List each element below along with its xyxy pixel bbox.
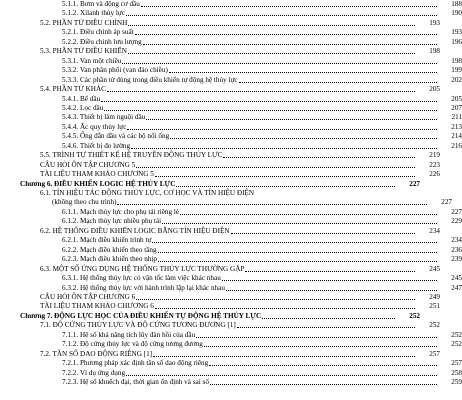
- toc-entry-page: 198: [429, 47, 440, 56]
- toc-entry-page: 236: [451, 245, 462, 254]
- toc-entry-title: 7.1.2. Độ cứng thủy lực và độ cứng tương đương: [62, 340, 203, 349]
- dot-leader: [136, 298, 415, 300]
- toc-entry-title: 5.4.2. Lọc dầu: [62, 103, 104, 112]
- toc-entry-title: 5.2.1. Điều chỉnh áp suất: [62, 28, 134, 37]
- toc-entry-title: TÀI LIỆU THAM KHẢO CHƯƠNG 5: [40, 170, 154, 179]
- dot-leader: [126, 14, 437, 16]
- dot-leader: [122, 62, 437, 64]
- toc-entry-title: 5.5. TRÌNH TỰ THIẾT KẾ HỆ TRUYỀN ĐỘNG THỦY LỰC: [40, 151, 223, 160]
- toc-entry-title: 5.4.4. Ắc quy thủy lực: [62, 122, 127, 131]
- toc-entry-page: 207: [451, 103, 462, 112]
- toc-entry[interactable]: [0, 377, 462, 388]
- toc-entry-page: 188: [451, 0, 462, 8]
- toc-entry-page: 211: [451, 113, 462, 122]
- toc-entry-title: 6.1.1. Mạch thủy lực cho phụ tải riêng lẻ: [62, 207, 180, 216]
- toc-entry-page: 252: [409, 311, 420, 320]
- toc-entry-page: 259: [451, 378, 462, 386]
- dot-leader: [141, 5, 437, 7]
- dot-leader: [117, 203, 427, 205]
- toc-entry-page: 227: [409, 179, 420, 188]
- toc-entry-title: 5.4.3. Thiết bị làm nguội dầu: [62, 113, 146, 122]
- toc-entry-title: 6.2.2. Mạch điều khiển theo tầng: [62, 245, 157, 254]
- toc-entry-page: 251: [429, 302, 440, 311]
- toc-entry-title: 7.2.3. Hệ số khuếch đại, thời gian ổn định và sai số: [62, 378, 209, 386]
- toc-entry-title: 5.2. PHẦN TỬ ĐIỀU CHỈNH: [40, 18, 128, 27]
- toc-entry-title: 6.1. TÍN HIỆU TÁC ĐỘNG THỦY LỰC, CƠ HỌC VÀ TÍN HIỆU ĐIỆN: [40, 189, 255, 197]
- toc-entry-page: 193: [429, 18, 440, 27]
- dot-leader: [196, 336, 437, 338]
- toc-entry-page: 198: [451, 56, 462, 65]
- toc-entry-title: 6.2. HỆ THỐNG ĐIỀU KHIỂN LOGIC BẰNG TÍN HIỆU ĐIỆN: [40, 226, 230, 235]
- dot-leader: [176, 185, 395, 187]
- dot-leader: [128, 24, 415, 26]
- toc-entry-title: 5.2.2. Điều chỉnh lưu lượng: [62, 37, 142, 46]
- dot-leader: [127, 128, 437, 130]
- toc-entry-page: 219: [429, 151, 440, 160]
- toc-entry-page: 223: [429, 160, 440, 169]
- toc-entry-title: 5.4.5. Ống dẫn dầu và các bộ nối ống: [62, 132, 170, 141]
- toc-entry-title: 7.2. TẦN SỐ DAO ĐỘNG RIÊNG [1]: [40, 349, 153, 358]
- toc-entry-page: 252: [429, 321, 440, 330]
- dot-leader: [101, 100, 437, 102]
- toc-entry-page: 216: [451, 141, 462, 150]
- toc-entry-page: 205: [451, 94, 462, 103]
- toc-entry-title: 5.3. PHẦN TỬ ĐIỀU KHIỂN: [40, 47, 127, 56]
- toc-entry-page: 205: [429, 85, 440, 94]
- toc-entry-page: 257: [451, 359, 462, 368]
- toc-entry-title: 6.2.1. Mạch điều khiển trình tự: [62, 236, 152, 245]
- toc-entry-title: 7.2.1. Phương pháp xác định tần số dao động riêng: [62, 359, 209, 368]
- toc-entry-page: 227: [441, 198, 452, 207]
- dot-leader: [222, 279, 437, 281]
- dot-leader: [131, 147, 437, 149]
- toc-entry-page: 249: [429, 292, 440, 301]
- toc-entry-page: 234: [429, 226, 440, 235]
- toc-entry-page: 199: [451, 66, 462, 75]
- dot-leader: [245, 270, 415, 272]
- toc-entry-title: 6.3.2. Hệ thống thủy lực với hành trình lặp lại khác nhau: [62, 283, 225, 292]
- toc-entry-title: 7.1.1. Hệ số khả năng tích lũy đàn hồi của dầu: [62, 330, 196, 339]
- dot-leader: [153, 355, 415, 357]
- toc-entry-page: 190: [451, 9, 462, 18]
- toc-entry-page: 234: [451, 236, 462, 245]
- toc-entry-page: 202: [451, 75, 462, 84]
- dot-leader: [158, 251, 437, 253]
- dot-leader: [104, 109, 437, 111]
- toc-entry-title: Chương 7. ĐỘNG LỰC HỌC CỦA ĐIỀU KHIỂN TỰ ĐỘNG HỆ THỦY LỰC: [20, 311, 262, 320]
- toc-entry-page: 258: [451, 368, 462, 377]
- dot-leader: [136, 166, 415, 168]
- toc-entry-title: 5.4. PHẦN TỬ KHÁC: [40, 85, 106, 94]
- dot-leader: [155, 175, 415, 177]
- dot-leader: [237, 326, 415, 328]
- toc-entry-page: 252: [451, 330, 462, 339]
- toc-entry-title: CÂU HỎI ÔN TẬP CHƯƠNG 5: [40, 160, 136, 169]
- dot-leader: [170, 137, 437, 139]
- dot-leader: [204, 345, 437, 347]
- toc-entry-title: TÀI LIỆU THAM KHẢO CHƯƠNG 6: [40, 302, 154, 311]
- toc-entry-page: 196: [451, 37, 462, 46]
- toc-entry-title: 5.3.3. Các phần tử dùng trong điều khiển tự động hệ thủy lực: [62, 75, 238, 84]
- dot-leader: [231, 232, 415, 234]
- toc-entry-title: 5.4.1. Bể dầu: [62, 94, 101, 103]
- toc-entry-title: 6.2.3. Mạch điều khiển theo nhịp: [62, 255, 158, 264]
- dot-leader: [107, 90, 415, 92]
- toc-entry-page: 213: [451, 122, 462, 131]
- dot-leader: [209, 364, 437, 366]
- toc-entry-title: (không theo chu trình): [52, 198, 117, 207]
- toc-entry-page: 226: [429, 170, 440, 179]
- dot-leader: [239, 81, 437, 83]
- toc-entry-title: Chương 6. ĐIỀU KHIỂN LOGIC HỆ THỦY LỰC: [20, 179, 176, 188]
- toc-entry-page: 214: [451, 132, 462, 141]
- toc-entry-title: 6.3.1. Hệ thống thủy lực có vận tốc làm việc khác nhau: [62, 274, 221, 283]
- dot-leader: [143, 43, 437, 45]
- dot-leader: [126, 374, 437, 376]
- dot-leader: [162, 222, 437, 224]
- toc-entry-page: 239: [451, 255, 462, 264]
- toc-entry-title: 5.1.1. Bơm và động cơ dầu: [62, 0, 140, 8]
- toc-entry-title: 7.1. ĐỘ CỨNG THỦY LỰC VÀ ĐỘ CỨNG TƯƠNG ĐƯƠNG [1]: [40, 321, 236, 330]
- dot-leader: [226, 289, 437, 291]
- toc-entry-page: 245: [429, 264, 440, 273]
- toc-entry-title: 6.3. MỘT SỐ ỨNG DỤNG HỆ THỐNG THỦY LỰC THƯỜNG GẶP: [40, 264, 245, 273]
- toc-entry-title: CÂU HỎI ÔN TẬP CHƯƠNG 6: [40, 292, 136, 301]
- toc-entry-page: 229: [451, 217, 462, 226]
- dot-leader: [146, 118, 437, 120]
- dot-leader: [155, 307, 415, 309]
- toc-entry-page: 257: [429, 349, 440, 358]
- toc-entry-title: 7.2.2. Ví dụ ứng dụng: [62, 368, 126, 377]
- dot-leader: [152, 241, 437, 243]
- toc-entry-title: 5.3.1. Van một chiều: [62, 56, 122, 65]
- toc-entry-title: 5.4.6. Thiết bị đo lường: [62, 141, 131, 150]
- toc-entry-title: 5.3.2. Van phân phối (van đảo chiều): [62, 66, 168, 75]
- dot-leader: [128, 52, 415, 54]
- toc-entry-page: 247: [451, 283, 462, 292]
- toc-entry-page: 252: [451, 340, 462, 349]
- toc-entry-page: 245: [451, 274, 462, 283]
- dot-leader: [262, 317, 395, 319]
- dot-leader: [169, 71, 437, 73]
- toc-entry-title: 6.1.2. Mạch thủy lực nhiều phụ tải: [62, 217, 162, 226]
- toc-entry-page: 193: [451, 28, 462, 37]
- dot-leader: [223, 156, 415, 158]
- toc-entry-page: 227: [451, 207, 462, 216]
- dot-leader: [180, 213, 437, 215]
- dot-leader: [210, 383, 437, 385]
- dot-leader: [158, 260, 437, 262]
- dot-leader: [135, 33, 437, 35]
- toc-entry-title: 5.1.2. Xilanh thủy lực: [62, 9, 125, 18]
